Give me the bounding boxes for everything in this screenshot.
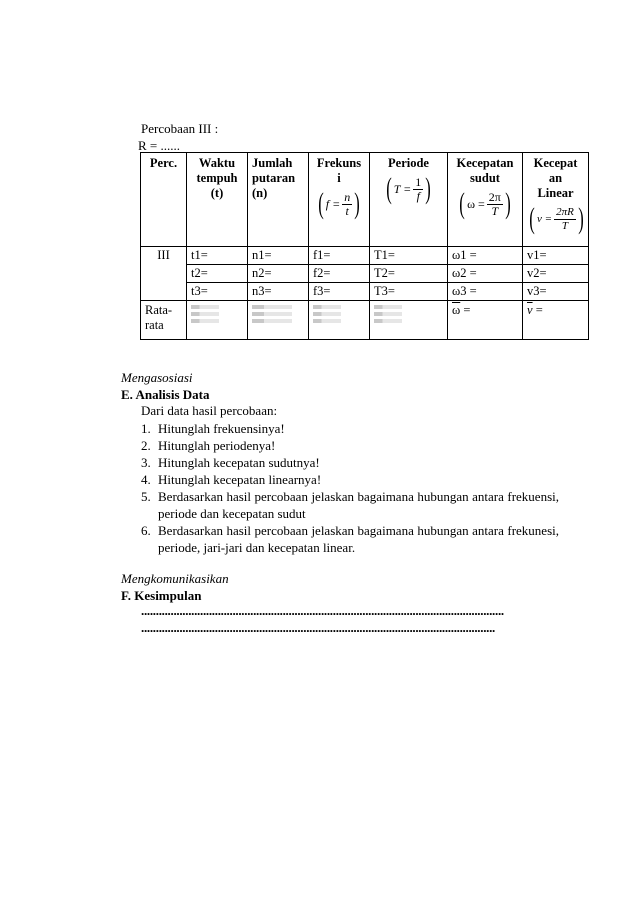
- analisis-lead: Dari data hasil percobaan:: [141, 403, 278, 418]
- avg-v-symbol: $\overline{v}$: [527, 303, 533, 317]
- group-label: III: [141, 247, 187, 301]
- experiment-table: [140, 152, 589, 340]
- task-list: [141, 420, 559, 556]
- avg-omega-symbol: $\overline{\omega}$: [452, 303, 461, 317]
- cell-f1: f1=: [309, 247, 370, 265]
- cell-T3: T3=: [370, 283, 448, 301]
- cell-v2: v2=: [523, 265, 589, 283]
- header-ks-l1: Kecepatan: [456, 156, 514, 170]
- task-number: 5.: [141, 489, 151, 504]
- cell-n2: n2=: [248, 265, 309, 283]
- header-frek-l2: i: [337, 171, 341, 185]
- formula-v-lhs: v =: [537, 212, 553, 225]
- rata-label-l2: rata: [145, 318, 164, 332]
- header-frekuensi: [309, 153, 370, 247]
- conclusion-dots-line-2: ........................................................................................................................: [141, 620, 496, 635]
- list-item: [141, 471, 559, 488]
- header-kl-l1: Kecepat: [533, 156, 578, 170]
- header-periode-label: Periode: [388, 156, 429, 170]
- cell-n1: n1=: [248, 247, 309, 265]
- header-waktu-l2: tempuh: [196, 171, 238, 185]
- formula-w-lhs: ω =: [467, 196, 485, 211]
- task-text: Berdasarkan hasil percobaan jelaskan bagaimana hubungan antara frekuensi, periode dan kecepatan sudut: [158, 489, 559, 521]
- header-kl-l2: an: [548, 171, 563, 185]
- list-item: [141, 488, 559, 522]
- experiment-title: Percobaan III :: [141, 121, 219, 136]
- header-kecepatan-linear: [523, 153, 589, 247]
- header-jumlah-l1: Jumlah: [252, 156, 293, 170]
- formula-w-den: T: [491, 203, 499, 218]
- table-row: [141, 265, 589, 283]
- formula-v-den: T: [561, 219, 568, 232]
- task-number: 6.: [141, 523, 151, 538]
- avg-v: [523, 301, 589, 340]
- conclusion-dots-line-1: ...........................................................................................................................: [141, 603, 504, 618]
- header-kecepatan-sudut: [448, 153, 523, 247]
- task-text: Berdasarkan hasil percobaan jelaskan bagaimana hubungan antara frekunesi, periode, jari-jari dan kecepatan linear.: [158, 523, 559, 555]
- header-perc: Perc.: [141, 153, 187, 247]
- header-ks-l2: sudut: [470, 171, 500, 185]
- cell-t1: t1=: [187, 247, 248, 265]
- task-text: Hitunglah frekuensinya!: [158, 421, 285, 436]
- task-number: 3.: [141, 455, 151, 470]
- formula-f-den: t: [345, 203, 349, 218]
- list-item: [141, 437, 559, 454]
- header-waktu-l3: (t): [210, 186, 224, 200]
- cell-f2: f2=: [309, 265, 370, 283]
- formula-T-den: f: [416, 188, 420, 203]
- formula-f-num: n: [344, 189, 351, 204]
- header-jumlah: [248, 153, 309, 247]
- cell-v1: v1=: [523, 247, 589, 265]
- avg-n-blurred: [248, 301, 309, 340]
- avg-v-eq: =: [532, 303, 543, 317]
- analisis-data-title: E. Analisis Data: [121, 387, 210, 402]
- formula-period: ( T = $\frac{1}{f}$ ): [385, 172, 432, 205]
- task-number: 4.: [141, 472, 151, 487]
- kesimpulan-title: F. Kesimpulan: [121, 588, 202, 603]
- rata-label: [141, 301, 187, 340]
- mengkomunikasikan-heading: Mengkomunikasikan: [121, 571, 229, 586]
- list-item: [141, 420, 559, 437]
- formula-w-num: 2π: [488, 189, 501, 204]
- avg-f-blurred: [309, 301, 370, 340]
- radius-line: R = ......: [138, 138, 181, 153]
- header-jumlah-l2: putaran: [252, 171, 296, 185]
- header-kl-l3: Linear: [537, 186, 574, 200]
- rata-label-l1: Rata-: [145, 303, 173, 317]
- cell-v3: v3=: [523, 283, 589, 301]
- mengasosiasi-heading: Mengasosiasi: [121, 370, 193, 385]
- avg-t-blurred: [187, 301, 248, 340]
- avg-omega-eq: =: [460, 303, 471, 317]
- cell-n3: n3=: [248, 283, 309, 301]
- header-waktu-l1: Waktu: [198, 156, 236, 170]
- header-jumlah-l3: (n): [252, 186, 268, 200]
- formula-linear-velocity: ( v = $\frac{2\pi R}{T}$ ): [529, 202, 584, 235]
- avg-omega: [448, 301, 523, 340]
- formula-v-num: 2πR: [556, 205, 574, 218]
- table-row: [141, 283, 589, 301]
- table-row: [141, 247, 589, 265]
- cell-T1: T1=: [370, 247, 448, 265]
- list-item: [141, 454, 559, 471]
- task-number: 1.: [141, 421, 151, 436]
- cell-w3: ω3 =: [448, 283, 523, 301]
- formula-f-lhs: f =: [325, 196, 341, 211]
- task-number: 2.: [141, 438, 151, 453]
- task-text: Hitunglah periodenya!: [158, 438, 276, 453]
- avg-T-blurred: [370, 301, 448, 340]
- cell-T2: T2=: [370, 265, 448, 283]
- header-periode: [370, 153, 448, 247]
- table-header-row: [141, 153, 589, 247]
- cell-w2: ω2 =: [448, 265, 523, 283]
- list-item: [141, 522, 559, 556]
- header-frek-l1: Frekuns: [316, 156, 362, 170]
- formula-T-lhs: T =: [393, 181, 412, 196]
- average-row: [141, 301, 589, 340]
- cell-t2: t2=: [187, 265, 248, 283]
- cell-t3: t3=: [187, 283, 248, 301]
- formula-frequency: ( f = $\frac{n}{t}$ ): [318, 187, 360, 220]
- cell-f3: f3=: [309, 283, 370, 301]
- formula-angular-velocity: ( ω = $\frac{2\pi}{T}$ ): [459, 187, 511, 220]
- cell-w1: ω1 =: [448, 247, 523, 265]
- formula-T-num: 1: [415, 174, 422, 189]
- experiment-intro: [138, 120, 219, 154]
- header-waktu: [187, 153, 248, 247]
- task-text: Hitunglah kecepatan sudutnya!: [158, 455, 320, 470]
- task-text: Hitunglah kecepatan linearnya!: [158, 472, 322, 487]
